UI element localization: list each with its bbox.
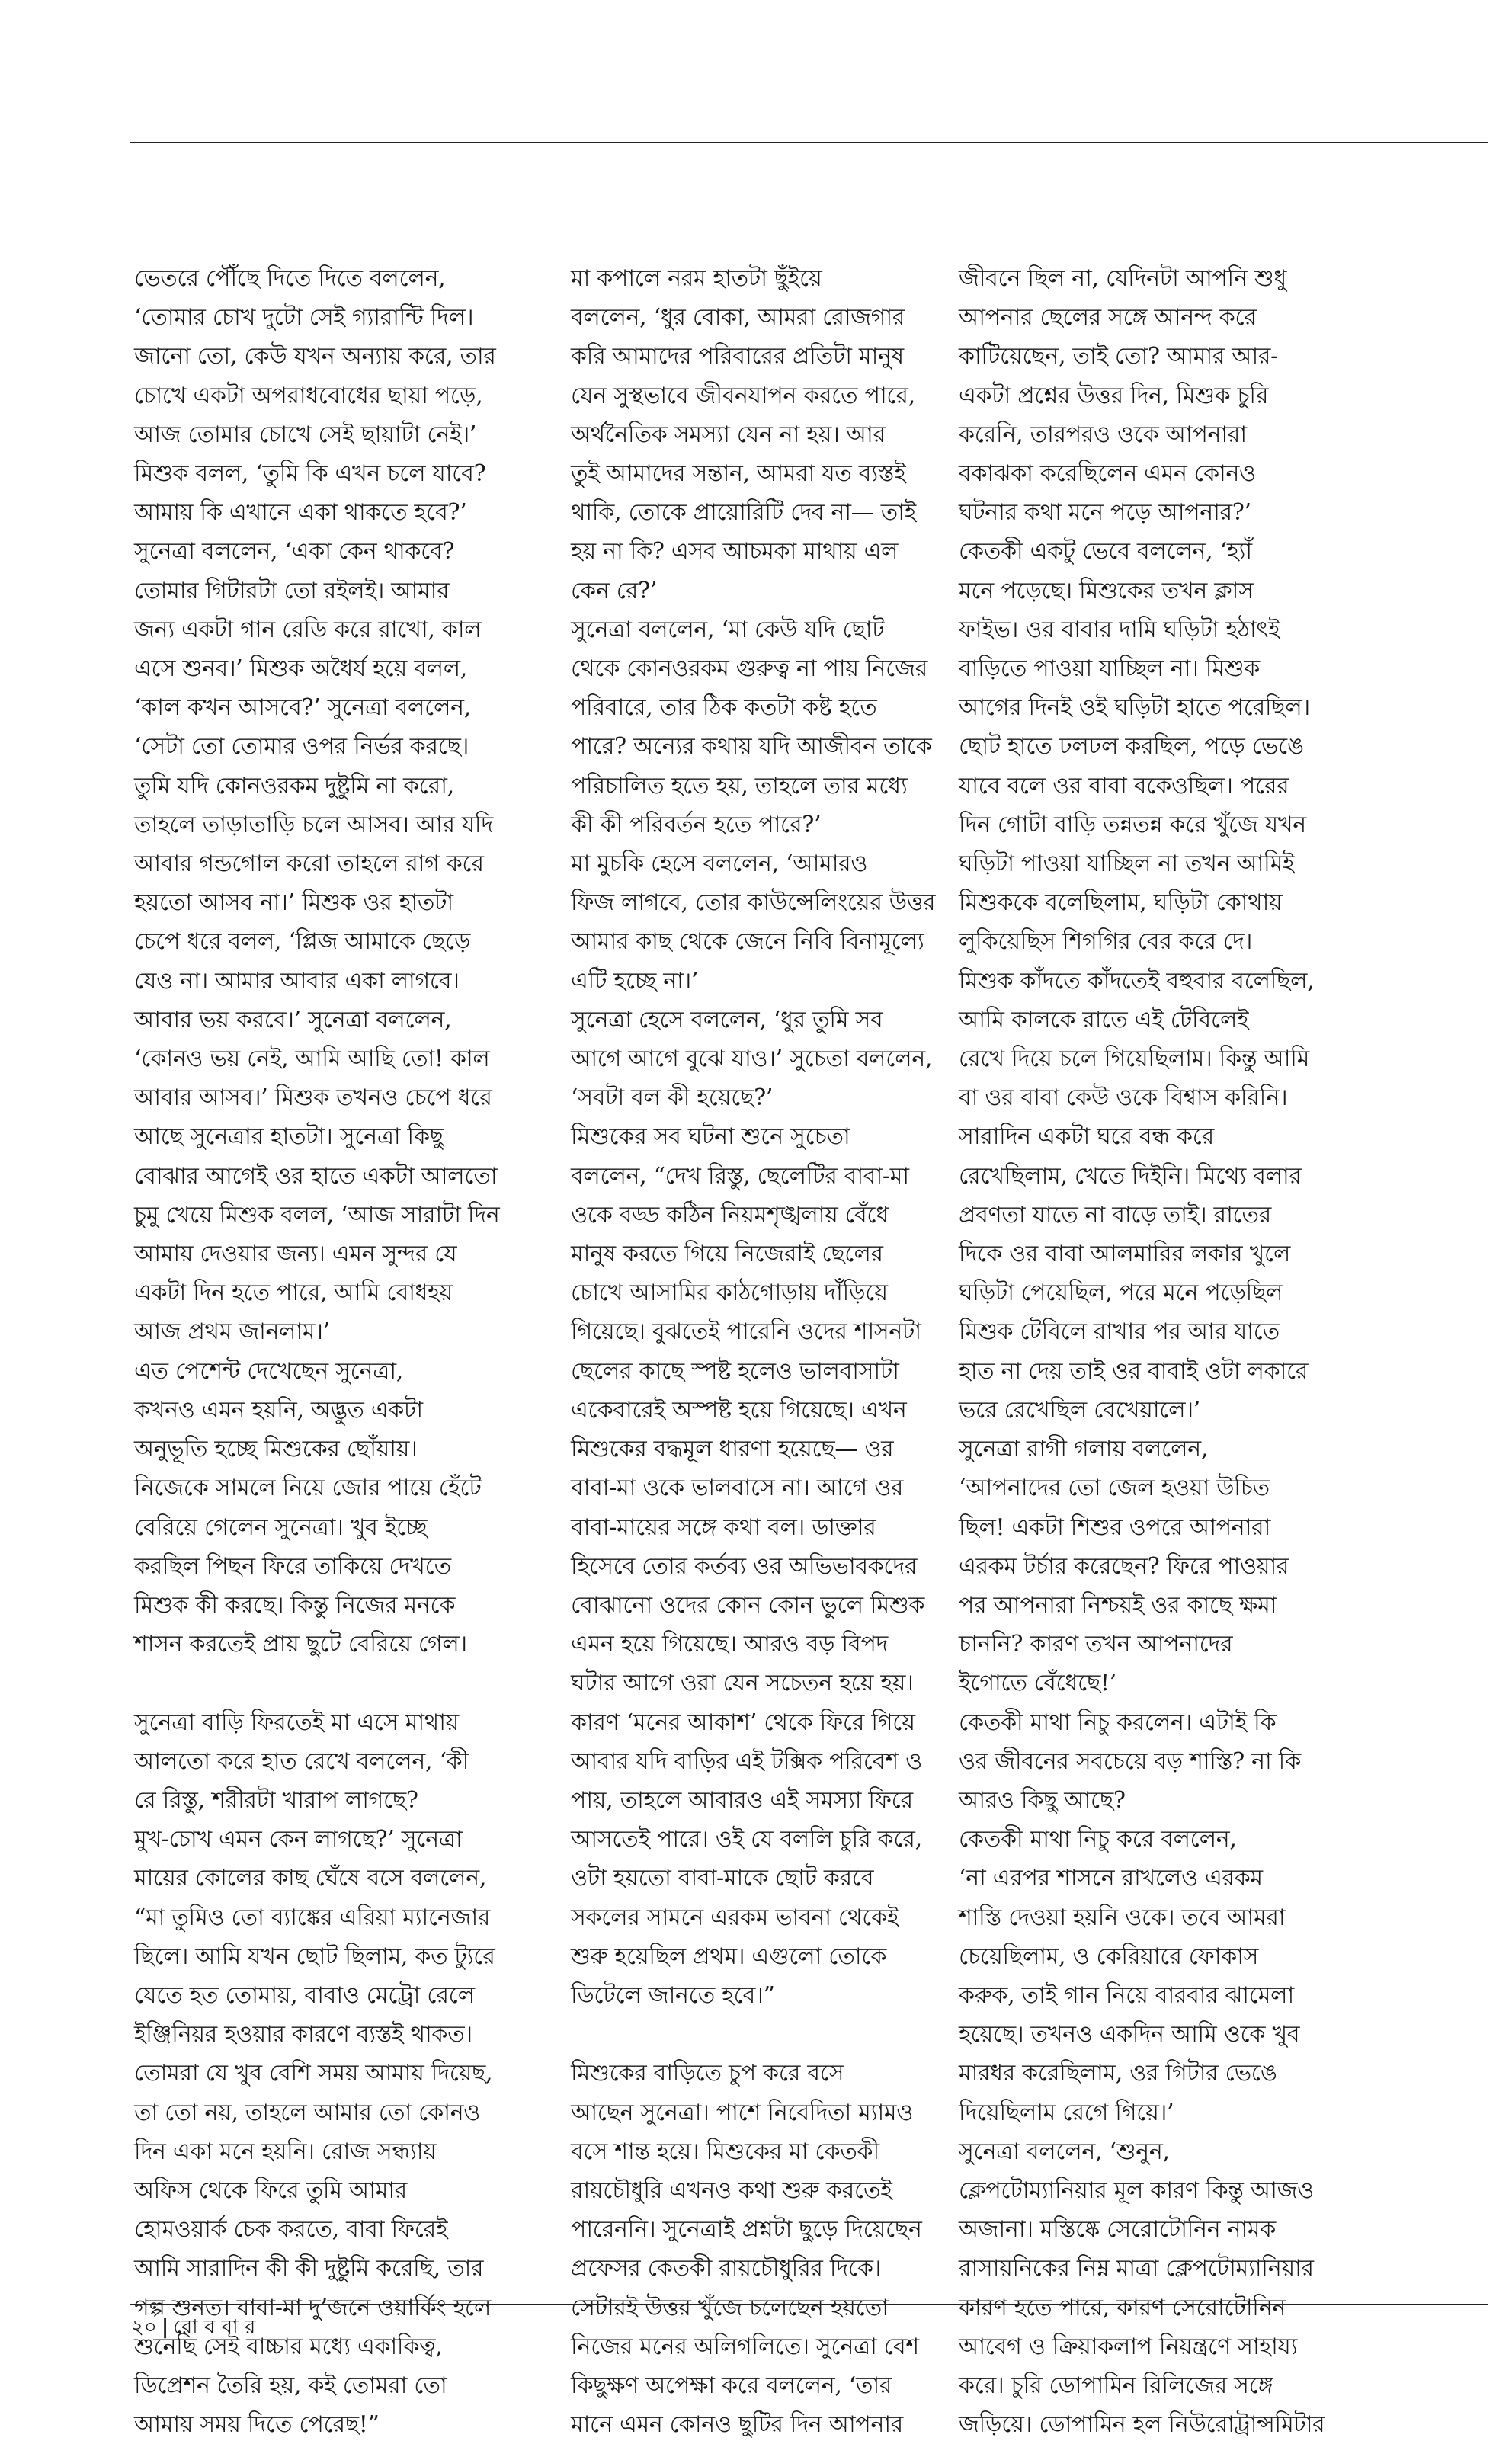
text-line: জড়িয়ে। ডোপামিন হল নিউরোট্রান্সমিটার [959, 2411, 1325, 2439]
text-line: আজ প্রথম জানলাম।’ [134, 1318, 330, 1346]
text-line: চাননি? কারণ তখন আপনাদের [959, 1631, 1233, 1658]
text-line: বাবা-মা ওকে ভালবাসে না। আগে ওর [571, 1475, 904, 1502]
text-line: নিজেকে সামলে নিয়ে জোর পায়ে হেঁটে [134, 1475, 482, 1502]
text-line: সুনেত্রা বাড়ি ফিরতেই মা এসে মাথায় [134, 1709, 459, 1736]
text-line: সুনেত্রা বললেন, ‘শুনুন, [959, 2138, 1170, 2165]
text-line: আমায় কি এখানে একা থাকতে হবে?’ [134, 499, 467, 527]
text-line: যেন সুস্থভাবে জীবনযাপন করতে পারে, [571, 382, 915, 409]
text-line [134, 1664, 509, 1702]
text-line: ভরে রেখেছিল বেখেয়ালে।’ [959, 1396, 1200, 1424]
text-line: আছেন সুনেত্রা। পাশে নিবেদিতা ম্যামও [571, 2099, 913, 2126]
article-column-3 [959, 259, 1385, 2444]
text-line: দিকে ওর বাবা আলমারির লকার খুলে [959, 1241, 1291, 1268]
text-line: আবার যদি বাড়ির এই টক্সিক পরিবেশ ও [571, 1747, 922, 1775]
text-line: মিশুক কাঁদতে কাঁদতেই বহুবার বলেছিল, [959, 967, 1315, 995]
text-line: আবার গন্ডগোল করো তাহলে রাগ করে [134, 850, 484, 878]
text-line: রে রিস্তু, শরীরটা খারাপ লাগছে? [134, 1786, 418, 1814]
text-line: কখনও এমন হয়নি, অদ্ভুত একটা [134, 1396, 423, 1424]
text-line: এটি হচ্ছে না।’ [571, 967, 699, 995]
text-line: হোমওয়ার্ক চেক করতে, বাবা ফিরেই [134, 2216, 448, 2244]
text-line: করছিল পিছন ফিরে তাকিয়ে দেখতে [134, 1552, 451, 1580]
text-line: চুমু খেয়ে মিশুক বলল, ‘আজ সারাটা দিন [134, 1201, 500, 1228]
text-line: ডিটেলে জানতে হবে।” [571, 1981, 775, 2009]
text-line: গিয়েছে। বুঝতেই পারেনি ওদের শাসনটা [571, 1318, 921, 1346]
text-line: পারেননি। সুনেত্রাই প্রশ্নটা ছুড়ে দিয়েছেন [571, 2216, 922, 2244]
page-number: ২০ [131, 2316, 157, 2339]
text-line: মনে পড়েছে। মিশুকের তখন ক্লাস [959, 577, 1254, 604]
text-line: আবার ভয় করবে।’ সুনেত্রা বললেন, [134, 1006, 452, 1033]
text-line: তোমার গিটারটা তো রইলই। আমার [134, 577, 450, 604]
text-line: মিশুকের সব ঘটনা শুনে সুচেতা [571, 1123, 850, 1151]
text-line: কী কী পরিবর্তন হতে পারে?’ [571, 811, 822, 838]
publication-name: রো ব বা র [173, 2316, 256, 2339]
text-line: ‘তোমার চোখ দুটো সেই গ্যারান্টি দিল। [134, 304, 474, 332]
text-line: একটা দিন হতে পারে, আমি বোধহয় [134, 1280, 453, 1307]
text-line: ঘড়িটা পাওয়া যাচ্ছিল না তখন আমিই [959, 850, 1295, 878]
text-line: হয়েছে। তখনও একদিন আমি ওকে খুব [959, 2021, 1300, 2048]
text-line: লুকিয়েছিস শিগগির বের করে দে। [959, 928, 1252, 956]
text-line: অর্থনৈতিক সমস্যা যেন না হয়। আর [571, 421, 886, 448]
text-line: কেতকী মাথা নিচু করে বললেন, [959, 1826, 1237, 1853]
text-line: বাবা-মায়ের সঙ্গে কথা বল। ডাক্তার [571, 1513, 876, 1541]
text-line: ‘সেটা তো তোমার ওপর নির্ভর করছে। [134, 733, 469, 761]
text-line: পারে? অন্যের কথায় যদি আজীবন তাকে [571, 733, 932, 761]
text-line: হাত না দেয় তাই ওর বাবাই ওটা লকারে [959, 1357, 1309, 1385]
text-line: একেবারেই অস্পষ্ট হয়ে গিয়েছে। এখন [571, 1396, 907, 1424]
text-line: কাটিয়েছেন, তাই তো? আমার আর- [959, 343, 1278, 370]
text-line: ‘আপনাদের তো জেল হওয়া উচিত [959, 1475, 1270, 1502]
text-line: বোঝার আগেই ওর হাতে একটা আলতো [134, 1162, 498, 1190]
text-line: পায়, তাহলে আবারও এই সমস্যা ফিরে [571, 1786, 913, 1814]
text-line: ‘কোনও ভয় নেই, আমি আছি তো! কাল [134, 1046, 490, 1073]
text-line: কেতকী মাথা নিচু করলেন। এটাই কি [959, 1709, 1277, 1736]
text-line: চেয়েছিলাম, ও কেরিয়ারে ফোকাস [959, 1943, 1259, 1970]
text-line: মিশুক কী করছে। কিন্তু নিজের মনকে [134, 1591, 456, 1619]
text-line: শুরু হয়েছিল প্রথম। এগুলো তোকে [571, 1943, 887, 1970]
text-line: পরিবারে, তার ঠিক কতটা কষ্ট হতে [571, 694, 877, 722]
article-column-1 [134, 259, 509, 2444]
text-line: ওর জীবনের সবচেয়ে বড় শাস্তি? না কি [959, 1747, 1301, 1775]
text-line: কারণ ‘মনের আকাশ’ থেকে ফিরে গিয়ে [571, 1709, 915, 1736]
text-line: ‘না এরপর শাসনে রাখলেও এরকম [959, 1865, 1263, 1892]
text-line: ভেতরে পৌঁছে দিতে দিতে বললেন, [134, 265, 446, 292]
text-line: যেও না। আমার আবার একা লাগবে। [134, 967, 460, 995]
text-line: ছিলে। আমি যখন ছোট ছিলাম, কত ট্যুরে [134, 1943, 495, 1970]
text-line: আমায় দেওয়ার জন্য। এমন সুন্দর যে [134, 1241, 457, 1268]
text-line: ওটা হয়তো বাবা-মাকে ছোট করবে [571, 1865, 874, 1892]
text-line: অফিস থেকে ফিরে তুমি আমার [134, 2177, 407, 2204]
text-line: আগে আগে বুঝে যাও।’ সুচেতা বললেন, [571, 1046, 933, 1073]
text-line: কেতকী একটু ভেবে বললেন, ‘হ্যাঁ [959, 538, 1252, 565]
text-line: মিশুক বলল, ‘তুমি কি এখন চলে যাবে? [134, 460, 486, 488]
text-line: তুমি যদি কোনওরকম দুষ্টুমি না করো, [134, 772, 454, 799]
text-line: ঘটার আগে ওরা যেন সচেতন হয়ে হয়। [571, 1670, 914, 1697]
article-column-2 [571, 259, 959, 2444]
text-line: সেটারই উত্তর খুঁজে চলেছেন হয়তো [571, 2294, 889, 2321]
text-line: আরও কিছু আছে? [959, 1786, 1126, 1814]
text-line: সুনেত্রা রাগী গলায় বললেন, [959, 1436, 1209, 1463]
text-line: “মা তুমিও তো ব্যাঙ্কের এরিয়া ম্যানেজার [134, 1904, 491, 1931]
text-line: আপনার ছেলের সঙ্গে আনন্দ করে [959, 304, 1257, 332]
text-line: ইঞ্জিনিয়র হওয়ার কারণে ব্যস্তই থাকত। [134, 2021, 472, 2048]
text-line: জন্য একটা গান রেডি করে রাখো, কাল [134, 616, 482, 643]
text-line: কারণ হতে পারে, কারণ সেরোটোনিন [959, 2294, 1286, 2321]
text-line: দিয়েছিলাম রেগে গিয়ে।’ [959, 2099, 1174, 2126]
text-line: আগের দিনই ওই ঘড়িটা হাতে পরেছিল। [959, 694, 1310, 722]
header-rule [130, 142, 1488, 143]
text-line: মুখ-চোখ এমন কেন লাগছে?’ সুনেত্রা [134, 1826, 463, 1853]
text-line: করেনি, তারপরও ওকে আপনারা [959, 421, 1247, 448]
text-line: তা তো নয়, তাহলে আমার তো কোনও [134, 2099, 481, 2126]
text-line: অনুভূতি হচ্ছে মিশুকের ছোঁয়ায়। [134, 1436, 418, 1463]
text-line: প্রফেসর কেতকী রায়চৌধুরির দিকে। [571, 2255, 882, 2282]
text-line: বললেন, “দেখ রিস্তু, ছেলেটির বাবা-মা [571, 1162, 909, 1190]
text-line: আবার আসব।’ মিশুক তখনও চেপে ধরে [134, 1084, 492, 1112]
text-line: যেতে হত তোমায়, বাবাও মেট্রো রেলে [134, 1981, 475, 2009]
text-line: আজ তোমার চোখে সেই ছায়াটা নেই।’ [134, 421, 477, 448]
text-line: সারাদিন একটা ঘরে বন্ধ করে [959, 1123, 1214, 1151]
text-line: সুনেত্রা হেসে বললেন, ‘ধুর তুমি সব [571, 1006, 883, 1033]
text-line: ‘কাল কখন আসবে?’ সুনেত্রা বললেন, [134, 694, 472, 722]
text-line: বেরিয়ে গেলেন সুনেত্রা। খুব ইচ্ছে [134, 1513, 428, 1541]
text-line: করে। চুরি ডোপামিন রিলিজের সঙ্গে [959, 2372, 1273, 2399]
text-line: সকলের সামনে এরকম ভাবনা থেকেই [571, 1904, 899, 1931]
text-line: চোখে একটা অপরাধবোধের ছায়া পড়ে, [134, 382, 483, 409]
text-line: ফিজ লাগবে, তোর কাউন্সেলিংয়ের উত্তর [571, 889, 936, 917]
text-line: এসে শুনব।’ মিশুক অধৈর্য হয়ে বলল, [134, 655, 468, 683]
text-line: আসতেই পারে। ওই যে বললি চুরি করে, [571, 1826, 922, 1853]
text-line: বোঝানো ওদের কোন কোন ভুলে মিশুক [571, 1591, 925, 1619]
text-line: রেখে দিয়ে চলে গিয়েছিলাম। কিন্তু আমি [959, 1046, 1310, 1073]
text-line: মা কপালে নরম হাতটা ছুঁইয়ে [571, 265, 822, 292]
text-line: ঘটনার কথা মনে পড়ে আপনার?’ [959, 499, 1251, 527]
text-line: মা মুচকি হেসে বললেন, ‘আমারও [571, 850, 868, 878]
text-line: গল্প শুনত। বাবা-মা দু’জনে ওয়ার্কিং হলে [134, 2294, 492, 2321]
text-line: যাবে বলে ওর বাবা বকেওছিল। পরের [959, 772, 1289, 799]
text-line: আবেগ ও ক্রিয়াকলাপ নিয়ন্ত্রণে সাহায্য [959, 2333, 1298, 2360]
text-line: রায়চৌধুরি এখনও কথা শুরু করতেই [571, 2177, 892, 2204]
text-line: মিশুকের বদ্ধমূল ধারণা হয়েছে— ওর [571, 1436, 894, 1463]
text-line: তুই আমাদের সন্তান, আমরা যত ব্যস্তই [571, 460, 906, 488]
text-line: বসে শান্ত হয়ে। মিশুকের মা কেতকী [571, 2138, 879, 2165]
page-footer [131, 2315, 255, 2340]
text-line: চেপে ধরে বলল, ‘প্লিজ আমাকে ছেড়ে [134, 928, 471, 956]
text-line: থেকে কোনওরকম গুরুত্ব না পায় নিজের [571, 655, 927, 683]
text-line: এরকম টর্চার করেছেন? ফিরে পাওয়ার [959, 1552, 1289, 1580]
text-line: বা ওর বাবা কেউ ওকে বিশ্বাস করিনি। [959, 1084, 1288, 1112]
text-line: শাস্তি দেওয়া হয়নি ওকে। তবে আমরা [959, 1904, 1286, 1931]
text-line: দিন একা মনে হয়নি। রোজ সন্ধ্যায় [134, 2138, 437, 2165]
text-line: হয়তো আসব না।’ মিশুক ওর হাতটা [134, 889, 453, 917]
text-line: করি আমাদের পরিবারের প্রতিটা মানুষ [571, 343, 904, 370]
text-line: মানুষ করতে গিয়ে নিজেরাই ছেলের [571, 1241, 883, 1268]
text-line: মিশুকের বাড়িতে চুপ করে বসে [571, 2060, 844, 2087]
text-line: ওকে বড্ড কঠিন নিয়মশৃঙ্খলায় বেঁধে [571, 1201, 889, 1228]
text-line: ছেলের কাছে স্পষ্ট হলেও ভালবাসাটা [571, 1357, 899, 1385]
text-line: বললেন, ‘ধুর বোকা, আমরা রোজগার [571, 304, 905, 332]
text-line: রেখেছিলাম, খেতে দিইনি। মিথ্যে বলার [959, 1162, 1302, 1190]
footer-separator: | [161, 2316, 169, 2339]
text-line: মারধর করেছিলাম, ওর গিটার ভেঙে [959, 2060, 1277, 2087]
text-line: পর আপনারা নিশ্চয়ই ওর কাছে ক্ষমা [959, 1591, 1277, 1619]
text-line: প্রবণতা যাতে না বাড়ে তাই। রাতের [959, 1201, 1271, 1228]
text-line: সুনেত্রা বললেন, ‘মা কেউ যদি ছোট [571, 616, 885, 643]
text-line: ঘড়িটা পেয়েছিল, পরে মনে পড়েছিল [959, 1280, 1283, 1307]
text-line: ছিল! একটা শিশুর ওপরে আপনারা [959, 1513, 1270, 1541]
text-line: কিছুক্ষণ অপেক্ষা করে বললেন, ‘তার [571, 2372, 892, 2399]
text-line: নিজের মনের অলিগলিতে। সুনেত্রা বেশ [571, 2333, 919, 2360]
text-line [571, 2015, 959, 2054]
text-line: থাকি, তোকে প্রায়োরিটি দেব না— তাই [571, 499, 916, 527]
text-line: আমার কাছ থেকে জেনে নিবি বিনামূল্যে [571, 928, 924, 956]
text-line: একটা প্রশ্নের উত্তর দিন, মিশুক চুরি [959, 382, 1269, 409]
text-line: চোখে আসামির কাঠগোড়ায় দাঁড়িয়ে [571, 1280, 888, 1307]
text-line: তোমরা যে খুব বেশি সময় আমায় দিয়েছ, [134, 2060, 493, 2087]
text-line: মিশুক টেবিলে রাখার পর আর যাতে [959, 1318, 1280, 1346]
text-line: সুনেত্রা বললেন, ‘একা কেন থাকবে? [134, 538, 455, 565]
text-line: হিসেবে তোর কর্তব্য ওর অভিভাবকদের [571, 1552, 918, 1580]
text-line: অজানা। মস্তিষ্কে সেরোটোনিন নামক [959, 2216, 1276, 2244]
text-line: মিশুককে বলেছিলাম, ঘড়িটা কোথায় [959, 889, 1283, 917]
text-line: এত পেশেন্ট দেখেছেন সুনেত্রা, [134, 1357, 403, 1385]
text-line: এমন হয়ে গিয়েছে। আরও বড় বিপদ [571, 1631, 888, 1658]
text-line: ইগোতে বেঁধেছে!’ [959, 1670, 1116, 1697]
text-line: ক্লেপটোম্যানিয়ার মূল কারণ কিন্তু আজও [959, 2177, 1314, 2204]
text-line: ছোট হাতে ঢলঢল করছিল, পড়ে ভেঙে [959, 733, 1304, 761]
text-line: তাহলে তাড়াতাড়ি চলে আসব। আর যদি [134, 811, 493, 838]
text-line: আমি সারাদিন কী কী দুষ্টুমি করেছি, তার [134, 2255, 484, 2282]
text-line: আমি কালকে রাতে এই টেবিলেই [959, 1006, 1249, 1033]
text-line: মায়ের কোলের কাছ ঘেঁষে বসে বললেন, [134, 1865, 487, 1892]
text-line: ডিপ্রেশন তৈরি হয়, কই তোমরা তো [134, 2372, 447, 2399]
text-line: আমায় সময় দিতে পেরেছ!” [134, 2411, 380, 2439]
text-line: পরিচালিত হতে হয়, তাহলে তার মধ্যে [571, 772, 908, 799]
text-line: রাসায়নিকের নিম্ন মাত্রা ক্লেপটোম্যানিয়ার [959, 2255, 1314, 2282]
text-line: আছে সুনেত্রার হাতটা। সুনেত্রা কিছু [134, 1123, 444, 1151]
footer-rule [130, 2304, 1488, 2305]
text-line: করুক, তাই গান নিয়ে বারবার ঝামেলা [959, 1981, 1294, 2009]
text-line: জীবনে ছিল না, যেদিনটা আপনি শুধু [959, 265, 1286, 292]
text-line: বকাঝকা করেছিলেন এমন কোনও [959, 460, 1256, 488]
text-line: শুনেছি সেই বাচ্চার মধ্যে একাকিত্ব, [134, 2333, 443, 2360]
text-line: শাসন করতেই প্রায় ছুটে বেরিয়ে গেল। [134, 1631, 467, 1658]
text-line: আলতো করে হাত রেখে বললেন, ‘কী [134, 1747, 469, 1775]
text-line: ‘সবটা বল কী হয়েছে?’ [571, 1084, 774, 1112]
text-line: বাড়িতে পাওয়া যাচ্ছিল না। মিশুক [959, 655, 1260, 683]
text-line: ফাইভ। ওর বাবার দামি ঘড়িটা হঠাৎই [959, 616, 1280, 643]
text-line: দিন গোটা বাড়ি তন্নতন্ন করে খুঁজে যখন [959, 811, 1306, 838]
text-line: কেন রে?’ [571, 577, 658, 604]
text-line: মানে এমন কোনও ছুটির দিন আপনার [571, 2411, 903, 2439]
text-line: হয় না কি? এসব আচমকা মাথায় এল [571, 538, 899, 565]
text-line: জানো তো, কেউ যখন অন্যায় করে, তার [134, 343, 496, 370]
